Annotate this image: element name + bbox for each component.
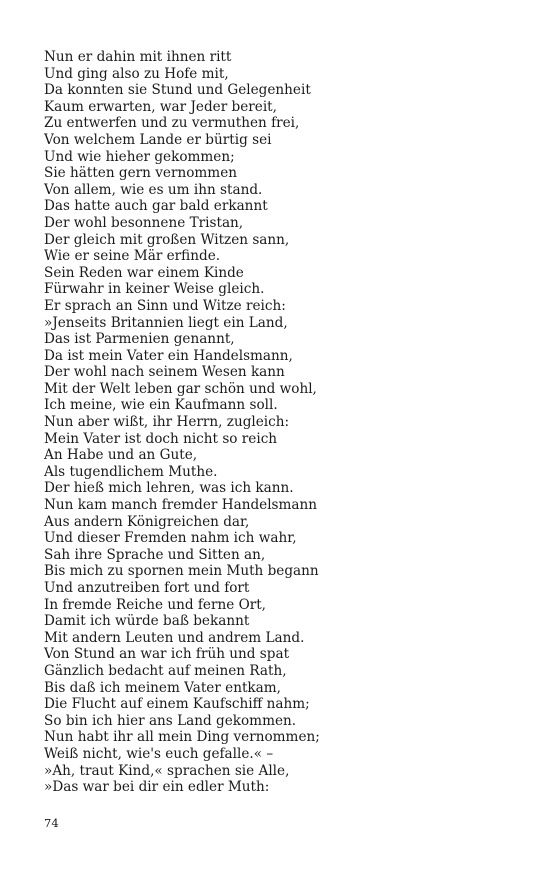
poem-line: Nun aber wißt, ihr Herrn, zugleich: [44, 414, 290, 431]
poem-line: Das ist Parmenien genannt, [44, 331, 235, 348]
poem-line: Zu entwerfen und zu vermuthen frei, [44, 115, 300, 132]
poem-line: Von welchem Lande er bürtig sei [44, 131, 272, 148]
poem-line: Mit andern Leuten und andrem Land. [44, 629, 305, 646]
poem-line: Der hieß mich lehren, was ich kann. [44, 480, 294, 497]
poem-line: Ich meine, wie ein Kaufmann soll. [44, 397, 278, 414]
poem-line: Von Stund an war ich früh und spat [44, 646, 290, 663]
poem-line: Nun er dahin mit ihnen ritt [44, 49, 232, 65]
poem-line: Weiß nicht, wie's euch gefalle.« – [44, 745, 274, 762]
poem-line: Aus andern Königreichen dar, [44, 513, 250, 530]
poem-line: »Das war bei dir ein edler Muth: [44, 779, 270, 796]
poem-text [44, 49, 524, 796]
poem-line: Der gleich mit großen Witzen sann, [44, 231, 290, 248]
poem-line: Nun kam manch fremder Handelsmann [44, 497, 318, 514]
poem-line: Der wohl nach seinem Wesen kann [44, 364, 285, 381]
poem-line: Er sprach an Sinn und Witze reich: [44, 297, 286, 314]
poem-line: Die Flucht auf einem Kaufschiff nahm; [44, 696, 310, 713]
poem-line: Das hatte auch gar bald erkannt [44, 198, 268, 215]
poem-line: Als tugendlichem Muthe. [44, 463, 218, 480]
poem-line: Wie er seine Mär erfinde. [44, 248, 221, 265]
poem-line: Gänzlich bedacht auf meinen Rath, [44, 662, 287, 679]
poem-line: Und anzutreiben fort und fort [44, 580, 250, 596]
poem-line: Sie hätten gern vernommen [44, 165, 237, 182]
poem-line: Und dieser Fremden nahm ich wahr, [44, 530, 297, 547]
poem-line: Bis daß ich meinem Vater entkam, [44, 679, 281, 696]
poem-line: An Habe und an Gute, [44, 447, 198, 464]
poem-line: Von allem, wie es um ihn stand. [44, 181, 263, 198]
poem-line: »Jenseits Britannien liegt ein Land, [44, 314, 288, 331]
poem-line: Fürwahr in keiner Weise gleich. [44, 281, 265, 298]
poem-line: »Ah, traut Kind,« sprachen sie Alle, [44, 762, 290, 779]
poem-line: Bis mich zu spornen mein Muth begann [44, 563, 319, 580]
poem-line: Mein Vater ist doch nicht so reich [44, 430, 278, 447]
poem-line: Damit ich würde baß bekannt [44, 613, 250, 630]
poem-line: Und ging also zu Hofe mit, [44, 65, 229, 82]
poem-line: Kaum erwarten, war Jeder bereit, [44, 98, 277, 115]
poem-line: Sein Reden war einem Kinde [44, 264, 244, 281]
poem-line: Und wie hieher gekommen; [44, 148, 235, 165]
poem-line: Nun habt ihr all mein Ding vernommen; [44, 729, 320, 746]
page-number: 74 [44, 816, 59, 830]
poem-line: Da konnten sie Stund und Gelegenheit [44, 82, 311, 99]
poem-line: So bin ich hier ans Land gekommen. [44, 712, 297, 729]
poem-line: Der wohl besonnene Tristan, [44, 214, 244, 231]
poem-line: Sah ihre Sprache und Sitten an, [44, 546, 266, 563]
poem-line: Da ist mein Vater ein Handelsmann, [44, 347, 293, 364]
poem-line: Mit der Welt leben gar schön und wohl, [44, 380, 317, 397]
poem-line: In fremde Reiche und ferne Ort, [44, 596, 266, 613]
